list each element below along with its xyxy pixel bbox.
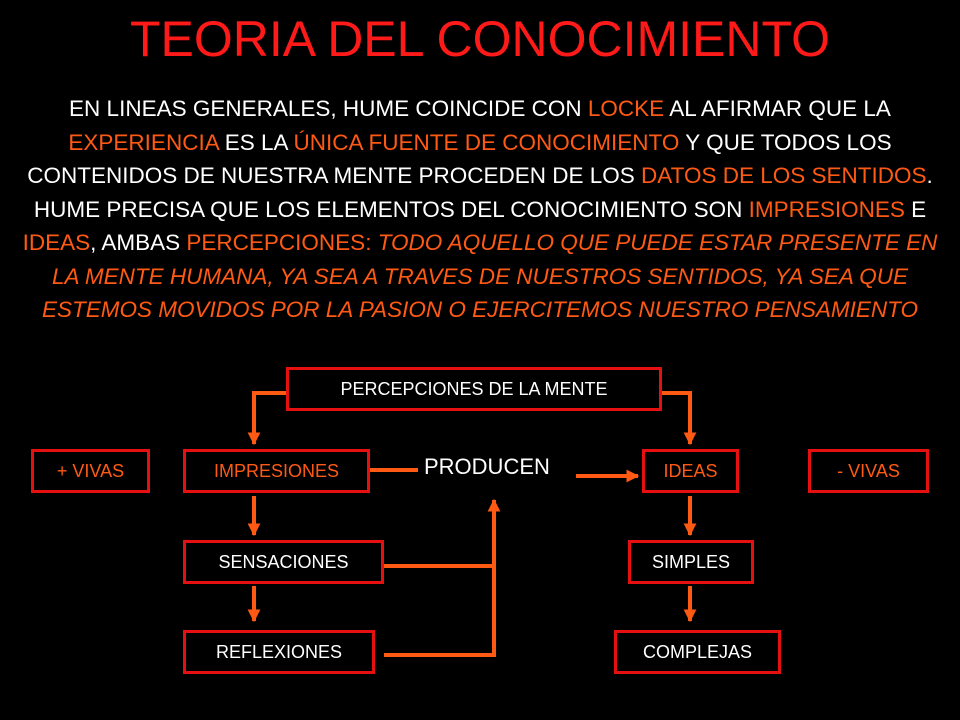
highlight-datos-sentidos: DATOS DE LOS SENTIDOS: [641, 163, 927, 188]
ideas-box: [642, 449, 739, 493]
mas-vivas-box: [31, 449, 150, 493]
line-reflexiones-to-trunk: [384, 500, 494, 655]
highlight-colon: :: [365, 230, 372, 255]
highlight-percepciones: PERCEPCIONES: [186, 230, 366, 255]
highlight-ideas: IDEAS: [22, 230, 91, 255]
highlight-unica-fuente: ÚNICA FUENTE DE CONOCIMIENTO: [293, 129, 680, 155]
text-run: Y QUE TODOS LOS CONTENIDOS DE NUESTRA MENTE PROCEDEN DE LOS: [27, 129, 892, 188]
box-label: COMPLEJAS: [642, 641, 753, 662]
complejas-box: [614, 630, 781, 674]
text-run: ES LA: [218, 129, 294, 155]
menos-vivas-box: [808, 449, 929, 493]
box-label: SENSACIONES: [218, 551, 349, 572]
text-run: AL AFIRMAR QUE LA: [664, 96, 891, 121]
box-label: SIMPLES: [651, 551, 731, 572]
reflexiones-box: [183, 630, 375, 674]
percepciones-mente-box: [286, 367, 662, 411]
text-run: E: [904, 196, 927, 222]
producen-label: PRODUCEN: [424, 454, 550, 479]
arrow-root-to-impresiones: [254, 393, 286, 444]
percepciones-definition: TODO AQUELLO QUE PUEDE ESTAR PRESENTE EN LA MENTE HUMANA, YA SEA A TRAVES DE NUESTROS SENTIDOS, YA SEA QUE ESTEMOS MOVIDOS POR LA PASION O EJERCITEMOS NUESTRO PENSAMIENTO: [42, 230, 938, 322]
highlight-impresiones: IMPRESIONES: [748, 196, 905, 222]
sensaciones-box: [183, 540, 384, 584]
text-run: . HUME PRECISA QUE LOS ELEMENTOS DEL CONOCIMIENTO SON: [33, 163, 933, 222]
box-label: IDEAS: [663, 460, 718, 481]
text-run: , AMBAS: [90, 230, 187, 255]
impresiones-box: [183, 449, 370, 493]
highlight-locke: LOCKE: [587, 96, 665, 121]
slide-title: TEORIA DEL CONOCIMIENTO: [129, 11, 831, 67]
highlight-experiencia: EXPERIENCIA: [68, 129, 219, 155]
simples-box: [628, 540, 754, 584]
text-run: EN LINEAS GENERALES, HUME COINCIDE CON: [69, 96, 588, 121]
box-label: + VIVAS: [56, 460, 125, 481]
box-label: PERCEPCIONES DE LA MENTE: [340, 378, 608, 399]
box-label: - VIVAS: [837, 460, 900, 481]
box-label: IMPRESIONES: [213, 460, 340, 481]
box-label: REFLEXIONES: [215, 641, 343, 662]
arrow-root-to-ideas: [662, 393, 690, 444]
